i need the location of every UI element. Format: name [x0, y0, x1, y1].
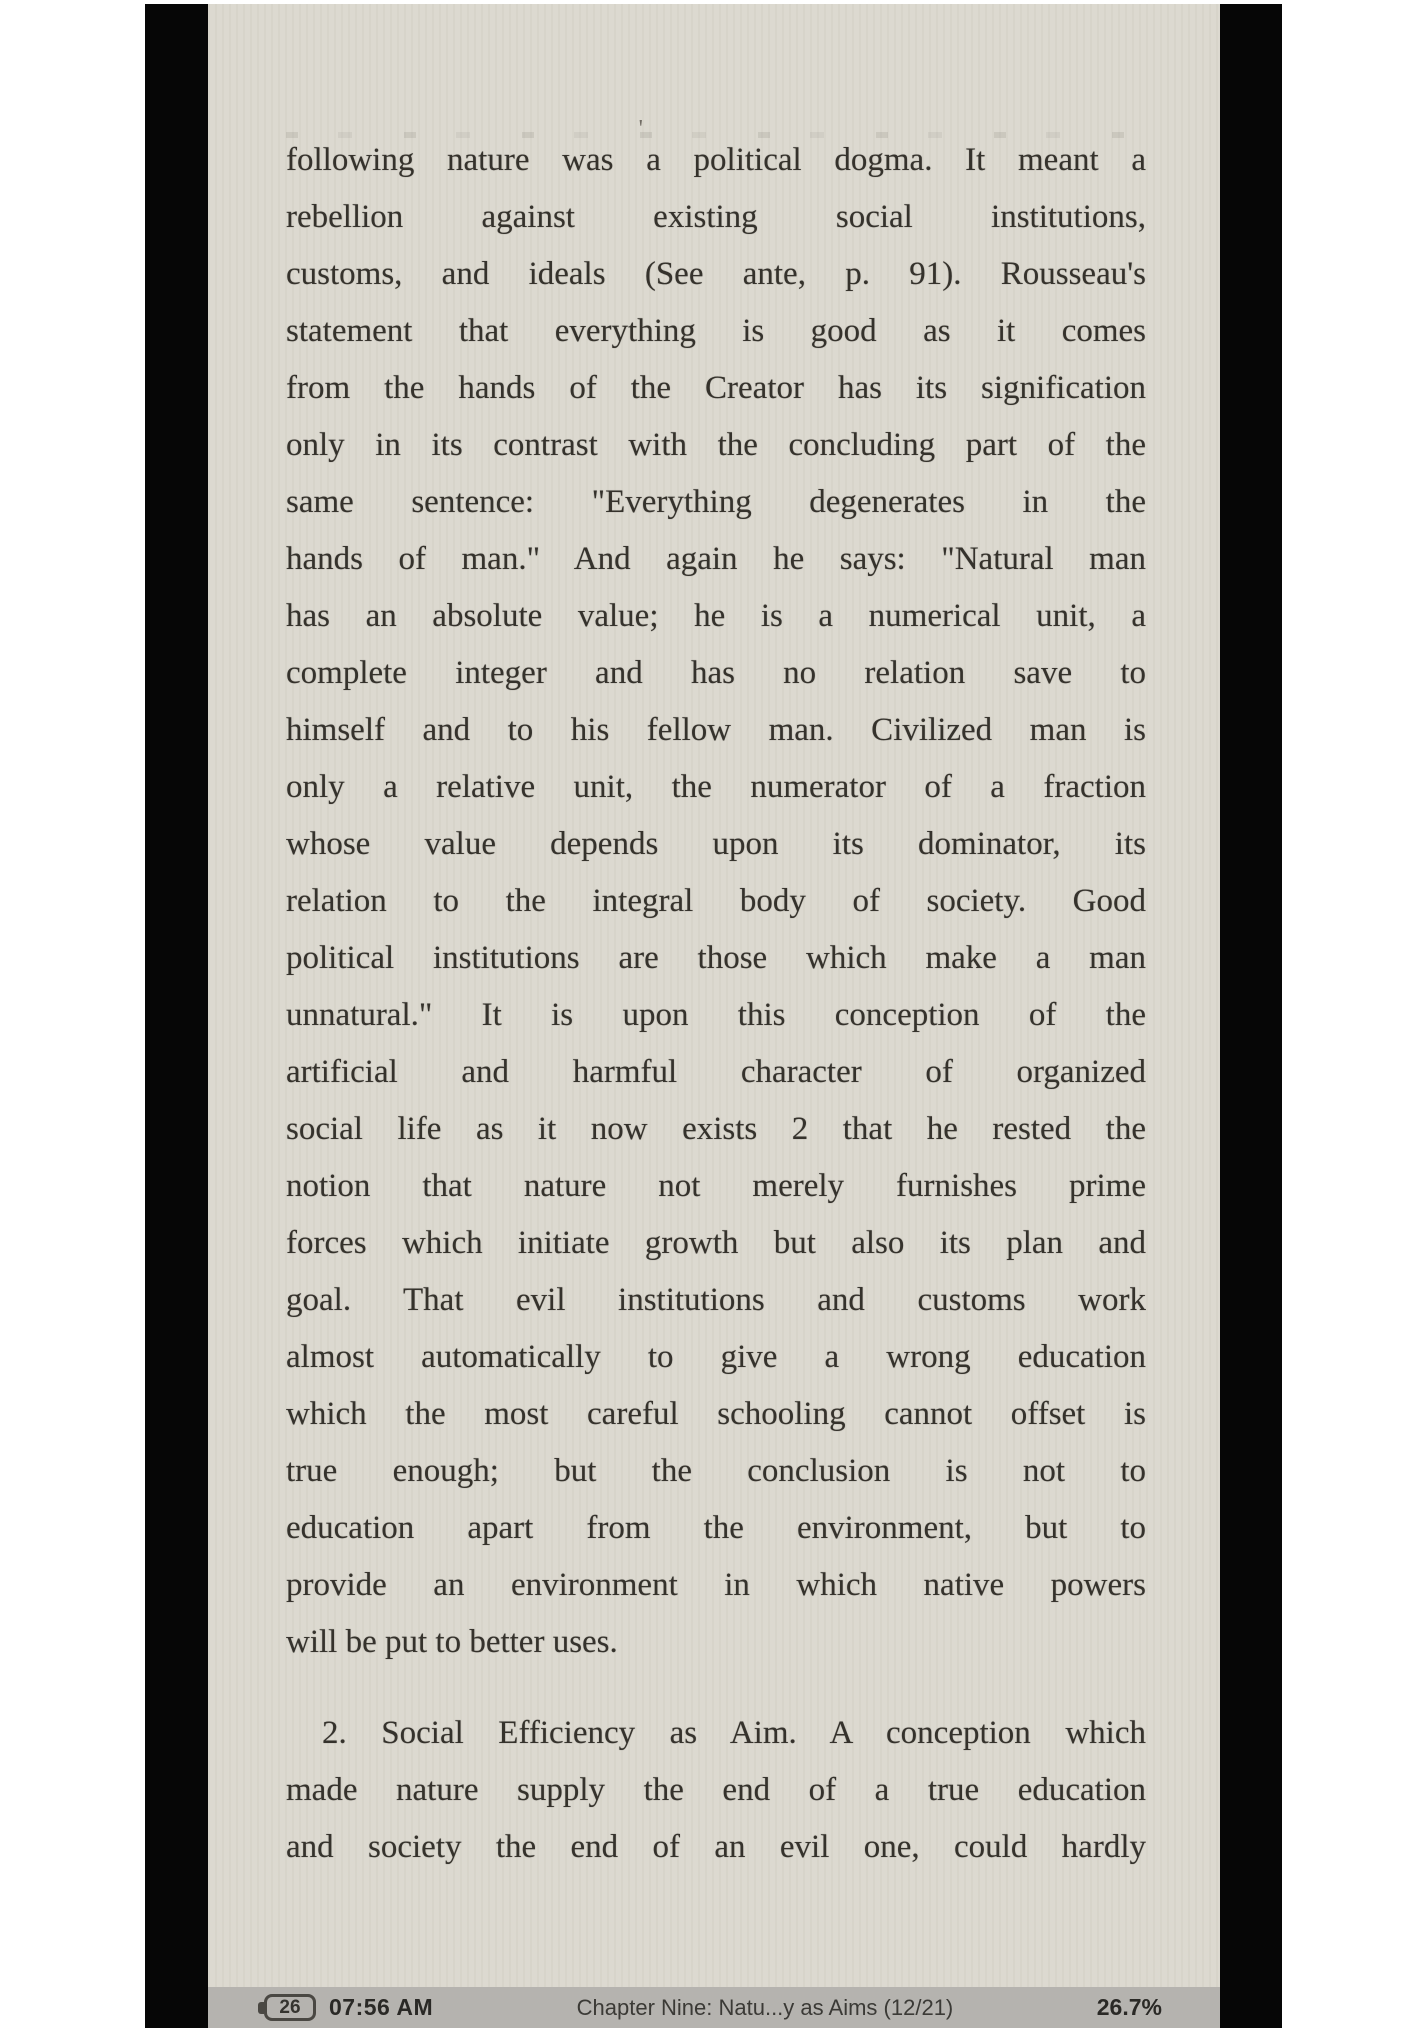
text-line: relation to the integral body of society. Good — [286, 883, 1146, 919]
text-line: customs, and ideals (See ante, p. 91). Rousseau's — [286, 256, 1146, 292]
clock-time: 07:56 AM — [329, 1994, 434, 2020]
text-line: only a relative unit, the numerator of a fraction — [286, 769, 1146, 805]
text-line: will be put to better uses. — [286, 1624, 618, 1660]
text-line: true enough; but the conclusion is not to — [286, 1453, 1146, 1489]
battery-level: 26 — [279, 1996, 301, 2018]
text-line: statement that everything is good as it comes — [286, 313, 1146, 349]
text-line: goal. That evil institutions and customs work — [286, 1282, 1146, 1318]
page-text — [286, 132, 1146, 1876]
paragraph-social-efficiency — [286, 1705, 1146, 1876]
paragraph-continuation — [286, 132, 1146, 1671]
text-line: almost automatically to give a wrong education — [286, 1339, 1146, 1375]
text-line: which the most careful schooling cannot offset is — [286, 1396, 1146, 1432]
status-left-group — [264, 1994, 433, 2021]
text-line: unnatural." It is upon this conception of the — [286, 997, 1146, 1033]
text-line: provide an environment in which native powers — [286, 1567, 1146, 1603]
text-line: artificial and harmful character of organized — [286, 1054, 1146, 1090]
reading-progress-percent: 26.7% — [1096, 1994, 1162, 2020]
text-line: and society the end of an evil one, could hardly — [286, 1829, 1146, 1865]
text-line: has an absolute value; he is a numerical unit, a — [286, 598, 1146, 634]
text-line: whose value depends upon its dominator, its — [286, 826, 1146, 862]
battery-icon — [264, 1994, 316, 2021]
text-line: education apart from the environment, but to — [286, 1510, 1146, 1546]
text-line: himself and to his fellow man. Civilized man is — [286, 712, 1146, 748]
text-line: 2. Social Efficiency as Aim. A conception which — [322, 1715, 1146, 1751]
chapter-progress-label: Chapter Nine: Natu...y as Aims (12/21) — [576, 1994, 954, 2020]
text-line: same sentence: "Everything degenerates in the — [286, 484, 1146, 520]
text-line: notion that nature not merely furnishes prime — [286, 1168, 1146, 1204]
text-line: complete integer and has no relation save to — [286, 655, 1146, 691]
text-line: forces which initiate growth but also its plan and — [286, 1225, 1146, 1261]
text-line: rebellion against existing social institutions, — [286, 199, 1146, 235]
text-line: from the hands of the Creator has its signification — [286, 370, 1146, 406]
text-line: made nature supply the end of a true education — [286, 1772, 1146, 1808]
reader-status-bar — [208, 1987, 1220, 2028]
text-line: only in its contrast with the concluding part of the — [286, 427, 1146, 463]
book-page[interactable] — [208, 4, 1220, 2028]
left-letterbox-bar — [145, 4, 208, 2028]
ghost-text-fragment: ' — [638, 116, 643, 142]
text-line: social life as it now exists 2 that he rested the — [286, 1111, 1146, 1147]
text-line: following nature was a political dogma. It meant a — [286, 142, 1146, 178]
text-line: hands of man." And again he says: "Natural man — [286, 541, 1146, 577]
right-letterbox-bar — [1220, 4, 1282, 2028]
text-line: political institutions are those which make a man — [286, 940, 1146, 976]
